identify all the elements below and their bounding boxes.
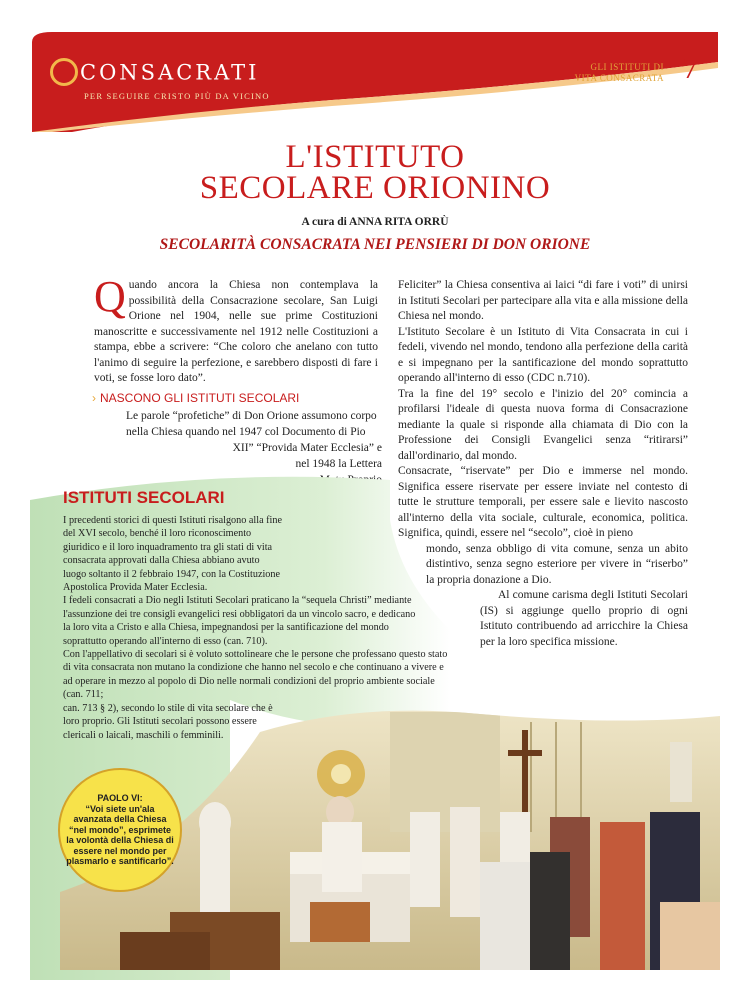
box-heading: ISTITUTI SECOLARI	[63, 488, 225, 507]
right-paragraph: Al comune carisma degli Istituti Secolari (IS) si aggiunge quello proprio di ogni Istituto contribuendo ad arricchire la Chiesa per la loro specifica missione.	[480, 589, 688, 648]
page-number: 7	[683, 52, 698, 85]
quote-title: PAOLO VI:	[97, 793, 143, 804]
section-line: Le parole “profetiche” di Don Orione assumono corpo	[126, 410, 377, 422]
section-heading-text: NASCONO GLI ISTITUTI SECOLARI	[100, 391, 300, 405]
article-title	[0, 139, 750, 206]
arrow-icon: ›	[92, 391, 96, 405]
right-paragraph: Consacrate, “riservate” per Dio e immerse nel mondo. Significa essere riservate per essere inviate nel contesto di tutte le strutture temporali, per essere sale e lievito nascosto all'interno della vita sociale, culturale, economica, politica. Significa, quindi, essere nel “secolo”, cioè in pieno	[398, 465, 688, 539]
intro-text: uando ancora la Chiesa non contemplava la possibilità della Consacrazione secolare, San Luigi Orione nel 1904, nelle sue prime Costituzioni manoscritte e successivamente nel 1912 nelle Costituzioni a stampa, ebbe a scrivere: “Che coloro che anelano con tutto l'animo di seguire la perfezione, e sarebbero disposti di fare i voti, se fosse loro dato”.	[94, 279, 378, 384]
box-paragraph: Con l'appellativo di secolari si è voluto sottolineare che le persone che professano questo stato di vita consacrata non mutano la condizione che hanno nel secolo e che continuano a vivere e ad operare in mezzo al popolo di Dio nelle normali condizioni del proprio ambiente sociale (can. 711;	[63, 649, 448, 701]
brand-ring-icon	[50, 58, 78, 86]
right-paragraph: Feliciter” la Chiesa consentiva ai laici “di fare i voti” di unirsi in Istituti Secolari per partecipare alla vita e alla missione della Chiesa nel mondo.	[398, 279, 688, 322]
title-line2: SECOLARE ORIONINO	[199, 170, 551, 206]
brand-name: CONSACRATI	[80, 60, 260, 85]
section-line: nella Chiesa quando nel 1947 col Documento di Pio	[126, 426, 366, 438]
right-paragraph: L'Istituto Secolare è un Istituto di Vita Consacrata in cui i fedeli, vivendo nel mondo, tendono alla perfezione della carità e si impegnano per la santificazione del mondo soprattutto operando all'interno di esso (CDC n.710).	[398, 325, 688, 384]
brand-logo	[50, 60, 270, 101]
right-paragraph: mondo, senza obbligo di vita comune, senza un abito distintivo, senza segno esteriore per vivere in “riserbo” la propria donazione a Dio.	[426, 542, 688, 586]
quote-text: “Voi siete un'ala avanzata della Chiesa “nel mondo”, esprimete la volontà della Chiesa di essere nel mondo per plasmarlo e santificarlo”.	[66, 803, 174, 867]
brand-tagline: PER SEGUIRE CRISTO PIÙ DA VICINO	[84, 91, 270, 101]
byline: A cura di ANNA RITA ORRÙ	[301, 216, 449, 228]
quote-bubble	[58, 768, 182, 892]
section-heading	[92, 391, 299, 405]
article-subtitle: SECOLARITÀ CONSACRATA NEI PENSIERI DI DON ORIONE	[159, 236, 591, 253]
intro-paragraph	[94, 272, 378, 387]
section-tag-line1: GLI ISTITUTI DI	[590, 62, 664, 72]
section-tag-line2: VITA CONSACRATA	[574, 73, 664, 83]
box-paragraph: I precedenti storici di questi Istituti risalgono alla fine del XVI secolo, benché il loro riconoscimento giuridico e il loro inquadramento tra gli stati di vita consacrata approvati dalla Chiesa abbiano avuto luogo soltanto il 2 febbraio 1947, con la Costituzione Apostolica Provida Mater Ecclesia.	[63, 515, 282, 594]
box-paragraph: I fedeli consacrati a Dio negli Istituti Secolari praticano la “sequela Christi” mediante l'assunzione dei tre consigli evangelici resi obbligatori da un vincolo sacro, e dedicano la loro vita a Cristo e alla Chiesa, impegnandosi per la santificazione del mondo soprattutto operando all'interno di esso (can. 710).	[63, 595, 416, 647]
section-line: nel 1948 la Lettera	[295, 458, 382, 470]
dropcap: Q	[94, 272, 126, 321]
box-paragraph: can. 713 § 2), secondo lo stile di vita secolare che è loro proprio. Gli Istituti secolari possono essere clericali o laicali, maschili o femminili.	[63, 702, 273, 741]
title-line1: L'ISTITUTO	[285, 139, 465, 175]
section-tag	[575, 62, 664, 84]
section-line: XII” “Provida Mater Ecclesia” e	[232, 442, 382, 454]
right-paragraph: Tra la fine del 19° secolo e l'inizio del 20° comincia a profilarsi l'ideale di questa nuova forma di Consacrazione mediante la quale si risponde alla chiamata di Dio con la Professione dei Consigli Evangelici senza “ritirarsi” dall'ordinario, dal mondo.	[398, 387, 688, 462]
